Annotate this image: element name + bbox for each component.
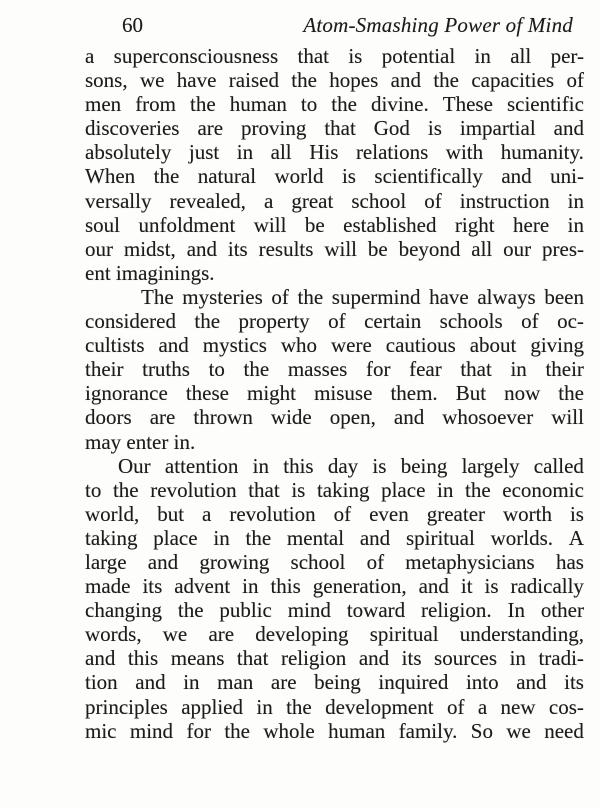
word: oc- — [557, 309, 584, 334]
word: the — [190, 92, 216, 117]
word: in — [510, 357, 527, 382]
word: about — [469, 333, 517, 358]
word: instruction — [459, 188, 550, 213]
paragraph — [85, 44, 584, 285]
word: world, — [85, 501, 140, 526]
word: new — [500, 694, 536, 719]
word: relations — [355, 140, 429, 165]
word: these — [185, 381, 229, 406]
word: to — [85, 477, 102, 502]
word: worlds. — [490, 525, 553, 550]
text-line — [85, 695, 584, 719]
word: to — [208, 357, 225, 382]
word: divine. — [370, 92, 429, 117]
word: mystics — [202, 333, 267, 358]
text-line — [85, 237, 584, 261]
word: developing — [255, 622, 349, 647]
word: words, — [85, 622, 142, 647]
word: in — [509, 646, 526, 671]
word: changing — [85, 598, 162, 623]
word: ignorance — [85, 381, 168, 406]
word: taking — [316, 477, 370, 502]
word: the — [153, 164, 180, 189]
word: versally — [85, 188, 152, 213]
word: mind — [287, 598, 331, 623]
word: spiritual — [369, 622, 439, 647]
word: attention — [164, 453, 239, 478]
word: hopes — [329, 68, 379, 93]
page-number: 60 — [122, 13, 143, 37]
word: In — [507, 598, 525, 623]
word: and — [516, 670, 547, 695]
word: that — [248, 477, 280, 502]
word: day — [327, 453, 359, 478]
text-line — [85, 502, 584, 526]
word: His — [309, 140, 339, 165]
word: our — [503, 236, 532, 261]
word: worth — [502, 501, 552, 526]
word: soul — [85, 212, 121, 237]
running-title: Atom-Smashing Power of Mind — [303, 13, 573, 37]
word: all — [471, 236, 493, 261]
word: in — [437, 477, 454, 502]
word: cultists — [85, 333, 145, 358]
word: with — [445, 140, 484, 165]
word: scientific — [506, 92, 584, 117]
word: results — [258, 236, 314, 261]
word: man — [217, 670, 254, 695]
word: inquired — [378, 670, 449, 695]
word: open, — [329, 405, 376, 430]
word: this — [283, 453, 314, 478]
word: be — [304, 212, 325, 237]
text-line — [85, 309, 584, 333]
word: place — [381, 477, 426, 502]
word: whole — [263, 718, 315, 743]
word: taking — [85, 525, 138, 550]
word: the — [194, 309, 221, 334]
word: large — [85, 549, 127, 574]
word: called — [533, 453, 584, 478]
word: of — [333, 501, 352, 526]
word: the — [243, 357, 270, 382]
word: even — [369, 501, 409, 526]
text-line — [85, 116, 584, 140]
word: tradi- — [538, 646, 584, 671]
word: God — [373, 116, 410, 141]
word: the — [433, 68, 459, 93]
word: greater — [426, 501, 486, 526]
word: and — [418, 574, 449, 599]
word: and — [390, 68, 421, 93]
word: their — [85, 357, 124, 382]
word: sons, — [85, 68, 128, 93]
word: all — [270, 140, 292, 165]
word: in — [236, 140, 254, 165]
word: The — [141, 284, 174, 309]
word: of — [446, 694, 465, 719]
word: the — [331, 92, 357, 117]
word: were — [331, 333, 372, 358]
word: natural — [197, 164, 257, 189]
word: religion — [280, 646, 347, 671]
word: These — [442, 92, 493, 117]
word: superconsciousness — [113, 44, 279, 68]
word: of — [521, 309, 539, 334]
word: from — [135, 92, 177, 117]
word: are — [197, 116, 224, 141]
word: fear — [409, 357, 442, 382]
word: its — [227, 236, 248, 261]
word: public — [219, 598, 272, 623]
word: will — [551, 405, 584, 430]
word: understanding, — [459, 622, 584, 647]
word: the — [291, 68, 317, 93]
word: are — [208, 622, 235, 647]
word: always — [477, 284, 536, 309]
word: When — [85, 164, 136, 189]
word: will — [253, 212, 287, 237]
word: and — [135, 670, 166, 695]
word: growing — [199, 549, 270, 574]
word: in — [213, 525, 230, 550]
word: now — [504, 381, 541, 406]
word: in — [183, 670, 200, 695]
word: discoveries — [85, 116, 180, 141]
word: place — [153, 525, 198, 550]
word: and — [147, 549, 179, 574]
word: masses — [287, 357, 348, 382]
word: principles — [85, 694, 168, 719]
text-line — [85, 598, 584, 622]
word: But — [455, 381, 487, 406]
word: cautious — [385, 333, 456, 358]
word: wide — [270, 405, 312, 430]
text-line — [141, 285, 584, 309]
word: advent — [174, 574, 231, 599]
text-line — [85, 405, 584, 429]
word: its — [401, 646, 422, 671]
word: the — [224, 718, 250, 743]
text-line — [85, 213, 584, 237]
word: human — [229, 92, 287, 117]
word: the — [286, 694, 312, 719]
word: we — [139, 68, 165, 93]
word: here — [513, 212, 550, 237]
word: the — [177, 598, 204, 623]
word: mic — [85, 718, 117, 743]
text-line: may enter in. — [85, 429, 196, 454]
word: development — [325, 694, 434, 719]
word: revolution — [229, 501, 316, 526]
word: of — [271, 284, 289, 309]
word: this — [127, 646, 159, 671]
text-line — [85, 670, 584, 694]
word: might — [247, 381, 297, 406]
word: and — [358, 646, 390, 671]
paragraph — [85, 454, 584, 743]
word: and — [501, 164, 532, 189]
word: the — [297, 284, 324, 309]
text-line — [85, 646, 584, 670]
word: sources — [434, 646, 498, 671]
word: is — [372, 453, 387, 478]
word: of — [424, 188, 442, 213]
running-header — [85, 13, 584, 37]
word: being — [314, 670, 361, 695]
word: metaphysicians — [405, 549, 535, 574]
word: school — [290, 549, 346, 574]
word: tion — [85, 670, 118, 695]
word: the — [245, 525, 272, 550]
text-line — [85, 140, 584, 164]
word: pres- — [542, 236, 584, 261]
text-line — [85, 719, 584, 743]
word: unfoldment — [138, 212, 236, 237]
word: considered — [85, 309, 176, 334]
word: and — [85, 646, 116, 671]
word: is — [341, 164, 356, 189]
word: for — [365, 357, 391, 382]
word: and — [553, 116, 584, 141]
word: a — [263, 188, 274, 213]
word: to — [300, 92, 318, 117]
word: in — [242, 574, 259, 599]
word: a — [477, 694, 488, 719]
word: in — [567, 212, 584, 237]
word: for — [186, 718, 211, 743]
word: beyond — [398, 236, 461, 261]
word: a — [202, 501, 212, 526]
word: uni- — [550, 164, 584, 189]
word: applied — [181, 694, 243, 719]
word: right — [454, 212, 495, 237]
word: we — [162, 622, 188, 647]
text-line: ent imaginings. — [85, 260, 215, 285]
word: per- — [550, 44, 584, 68]
text-line — [85, 574, 584, 598]
word: is — [484, 574, 499, 599]
word: in — [252, 453, 269, 478]
word: toward — [346, 598, 406, 623]
word: mind — [129, 718, 174, 743]
word: the — [464, 477, 491, 502]
word: spiritual — [405, 525, 475, 550]
word: in — [567, 188, 584, 213]
word: and — [158, 333, 189, 358]
word: have — [176, 68, 217, 93]
text-line — [85, 622, 584, 646]
word: that — [297, 44, 329, 68]
text-line — [85, 381, 584, 405]
word: into — [465, 670, 499, 695]
text-line — [85, 164, 584, 188]
word: and — [186, 236, 218, 261]
word: So — [470, 718, 493, 743]
word: world — [274, 164, 324, 189]
text-line — [85, 68, 584, 92]
word: A — [568, 525, 584, 550]
word: of — [366, 549, 385, 574]
text-line — [85, 526, 584, 550]
word: capacities — [471, 68, 555, 93]
word: have — [429, 284, 469, 309]
word: family. — [398, 718, 458, 743]
word: need — [544, 718, 584, 743]
word: and — [393, 405, 425, 430]
text-line — [85, 478, 584, 502]
word: scientifically — [374, 164, 483, 189]
word: thrown — [193, 405, 253, 430]
word: radically — [510, 574, 584, 599]
word: our — [85, 236, 113, 261]
word: will — [324, 236, 357, 261]
word: religion. — [421, 598, 492, 623]
word: impartial — [459, 116, 536, 141]
word: has — [555, 549, 584, 574]
word: of — [566, 68, 584, 93]
word: in — [474, 44, 491, 68]
word: revolution — [150, 477, 237, 502]
word: is — [291, 477, 306, 502]
word: that — [236, 646, 269, 671]
word: is — [427, 116, 442, 141]
word: been — [544, 284, 584, 309]
word: human — [328, 718, 386, 743]
word: be — [367, 236, 388, 261]
word: doors — [85, 405, 132, 430]
word: all — [510, 44, 532, 68]
word: who — [280, 333, 318, 358]
word: its — [564, 670, 584, 695]
word: their — [545, 357, 584, 382]
word: the — [558, 381, 584, 406]
word: is — [569, 501, 584, 526]
word: them. — [390, 381, 438, 406]
word: are — [270, 670, 297, 695]
text-line — [118, 454, 584, 478]
word: being — [400, 453, 448, 478]
word: established — [343, 212, 437, 237]
word: that — [324, 116, 356, 141]
paragraph — [85, 285, 584, 454]
word: in — [256, 694, 273, 719]
word: the — [112, 477, 139, 502]
word: this — [270, 574, 301, 599]
word: school — [351, 188, 407, 213]
word: schools — [439, 309, 503, 334]
word: a — [85, 44, 95, 68]
word: made — [85, 574, 131, 599]
word: means — [170, 646, 225, 671]
text-line — [85, 550, 584, 574]
word: supermind — [331, 284, 421, 309]
word: its — [142, 574, 163, 599]
word: of — [328, 309, 346, 334]
word: humanity. — [500, 140, 584, 165]
word: misuse — [314, 381, 373, 406]
text-line — [85, 44, 584, 68]
word: economic — [502, 477, 584, 502]
word: giving — [530, 333, 584, 358]
word: truths — [142, 357, 190, 382]
word: property — [238, 309, 310, 334]
text-line — [85, 357, 584, 381]
word: midst, — [123, 236, 176, 261]
word: potential — [381, 44, 456, 68]
text-line — [85, 92, 584, 116]
word: we — [506, 718, 531, 743]
word: mental — [286, 525, 345, 550]
word: other — [540, 598, 584, 623]
word: great — [291, 188, 334, 213]
word: just — [188, 140, 220, 165]
word: and — [359, 525, 391, 550]
word: that — [460, 357, 492, 382]
word: mysteries — [182, 284, 263, 309]
word: Our — [118, 453, 151, 478]
word: but — [157, 501, 185, 526]
word: absolutely — [85, 140, 172, 165]
text-line — [85, 333, 584, 357]
word: is — [348, 44, 363, 68]
word: certain — [364, 309, 422, 334]
page-body — [85, 44, 584, 743]
word: it — [460, 574, 473, 599]
word: men — [85, 92, 122, 117]
word: generation, — [312, 574, 407, 599]
word: largely — [461, 453, 520, 478]
word: proving — [241, 116, 307, 141]
word: cos- — [548, 694, 584, 719]
word: revealed, — [169, 188, 246, 213]
word: raised — [228, 68, 279, 93]
word: whosoever — [442, 405, 534, 430]
text-line — [85, 189, 584, 213]
word: are — [149, 405, 176, 430]
